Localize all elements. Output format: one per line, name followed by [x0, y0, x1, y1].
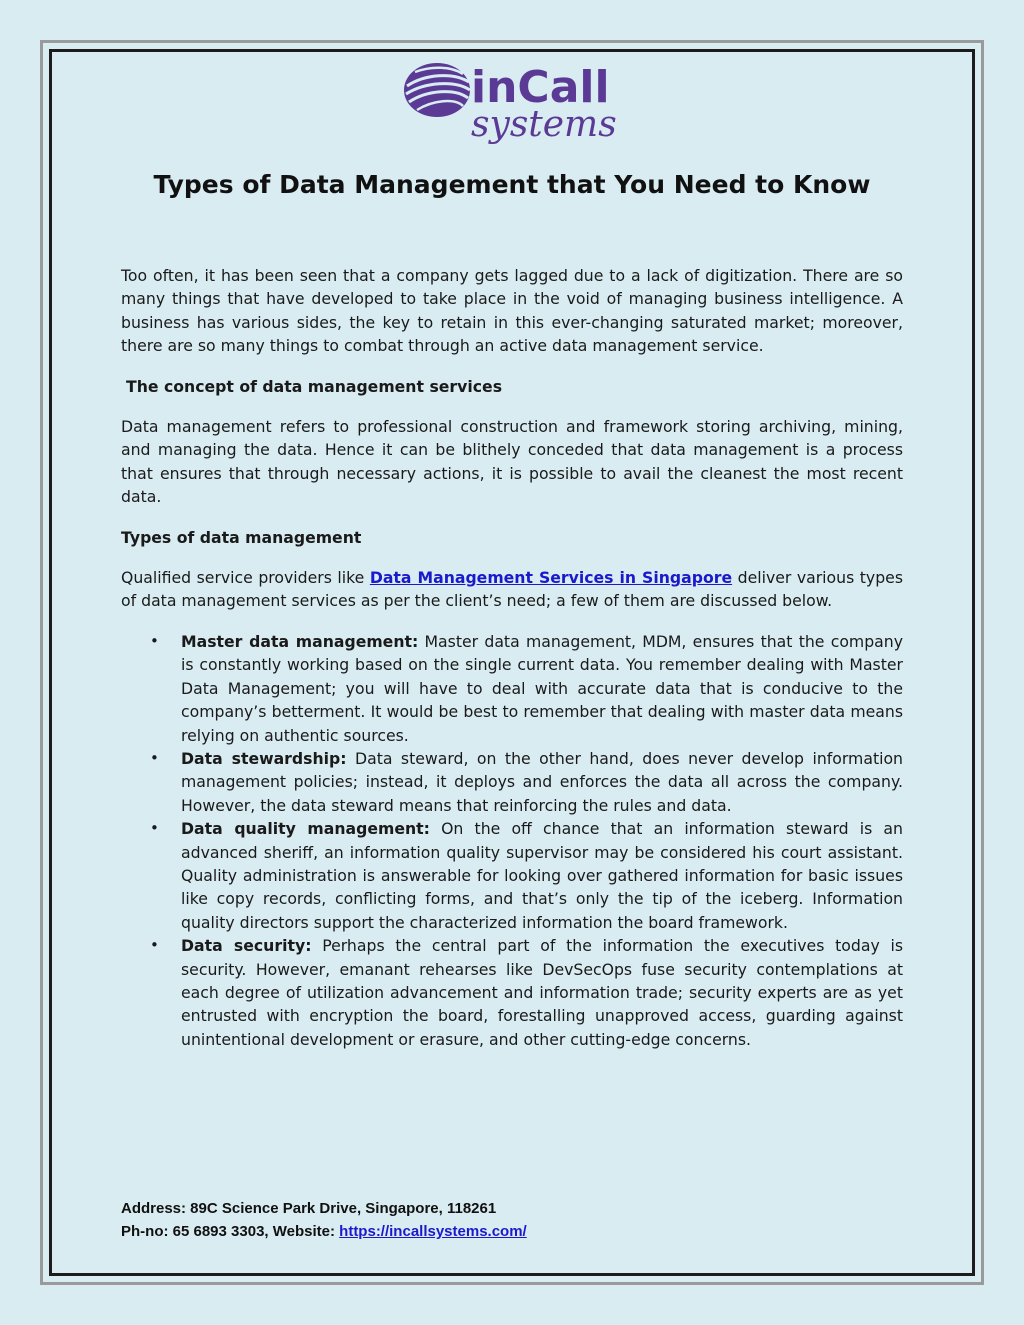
lead-text-before: Qualified service providers like: [121, 568, 370, 588]
logo-swirl-icon: [404, 63, 470, 117]
list-item-term: Data stewardship:: [181, 748, 347, 768]
list-item-term: Data quality management:: [181, 819, 430, 839]
list-item: [121, 747, 903, 817]
types-lead-paragraph: [121, 566, 903, 613]
logo-brand-bottom: systems: [471, 104, 617, 145]
article-body: [121, 264, 903, 1051]
types-list: [121, 630, 903, 1051]
list-item: [121, 934, 903, 1051]
list-item-term: Master data management:: [181, 631, 419, 651]
concept-paragraph: Data management refers to professional construction and framework storing archiving, mining, and managing the data. Hence it can be blithely conceded that data management is a process that ensures that through necessary actions, it is possible to avail the cleanest the most recent data.: [121, 417, 903, 507]
intro-paragraph: Too often, it has been seen that a company gets lagged due to a lack of digitization. There are so many things that have developed to take place in the void of managing business intelligence. A business has various sides, the key to retain in this ever-changing saturated market; moreover, there are so many things to combat through an active data management service.: [121, 266, 903, 356]
section-heading-types: Types of data management: [121, 527, 362, 547]
list-item-text: Master data management, MDM, ensures that the company is constantly working based on the single current data. You remember dealing with Master Data Management; you will have to deal with accurate data that is conducive to the company’s betterment. It would be best to remember that dealing with master data means relying on authentic sources.: [181, 631, 903, 745]
footer-contact: [121, 1220, 527, 1243]
list-item: [121, 630, 903, 747]
footer-phone: Ph-no: 65 6893 3303, Website:: [121, 1223, 340, 1240]
bullet-icon: •: [150, 748, 159, 767]
page-title: Types of Data Management that You Need to Know: [153, 170, 871, 199]
list-item: [121, 817, 903, 934]
website-link[interactable]: https://incallsystems.com/: [339, 1223, 527, 1240]
lead-text-after: deliver various types of data management services as per the client’s need; a few of them are discussed below.: [121, 568, 903, 611]
section-heading-concept: The concept of data management services: [126, 376, 503, 396]
bullet-icon: •: [150, 936, 159, 955]
bullet-icon: •: [150, 819, 159, 838]
logo-graphic: [401, 56, 631, 152]
bullet-icon: •: [150, 631, 159, 650]
list-item-term: Data security:: [181, 936, 312, 956]
footer-address: Address: 89C Science Park Drive, Singapore, 118261: [121, 1200, 497, 1217]
list-item-text: On the off chance that an information steward is an advanced sheriff, an information quality supervisor may be considered his court assistant. Quality administration is answerable for looking over gathered information for basic issues like copy records, conflicting forms, and that’s only the tip of the iceberg. Information quality directors support the characterized information the board framework.: [181, 819, 903, 932]
logo-brand-top: inCall: [471, 62, 610, 113]
incall-systems-logo: [401, 56, 631, 152]
list-item-text: Data steward, on the other hand, does never develop information management policies; instead, it deploys and enforces the data all across the company. However, the data steward means that reinforcing the rules and data.: [181, 748, 904, 815]
data-management-services-link[interactable]: Data Management Services in Singapore: [369, 568, 733, 588]
page-footer: [121, 1197, 527, 1243]
list-item-text: Perhaps the central part of the information the executives today is security. However, emanant rehearses like DevSecOps fuse security contemplations at each degree of utilization advancement and information trade; security experts are as yet entrusted with encryption the board, forestalling unapproved access, guarding against unintentional development or erasure, and other cutting-edge concerns.: [181, 936, 903, 1049]
